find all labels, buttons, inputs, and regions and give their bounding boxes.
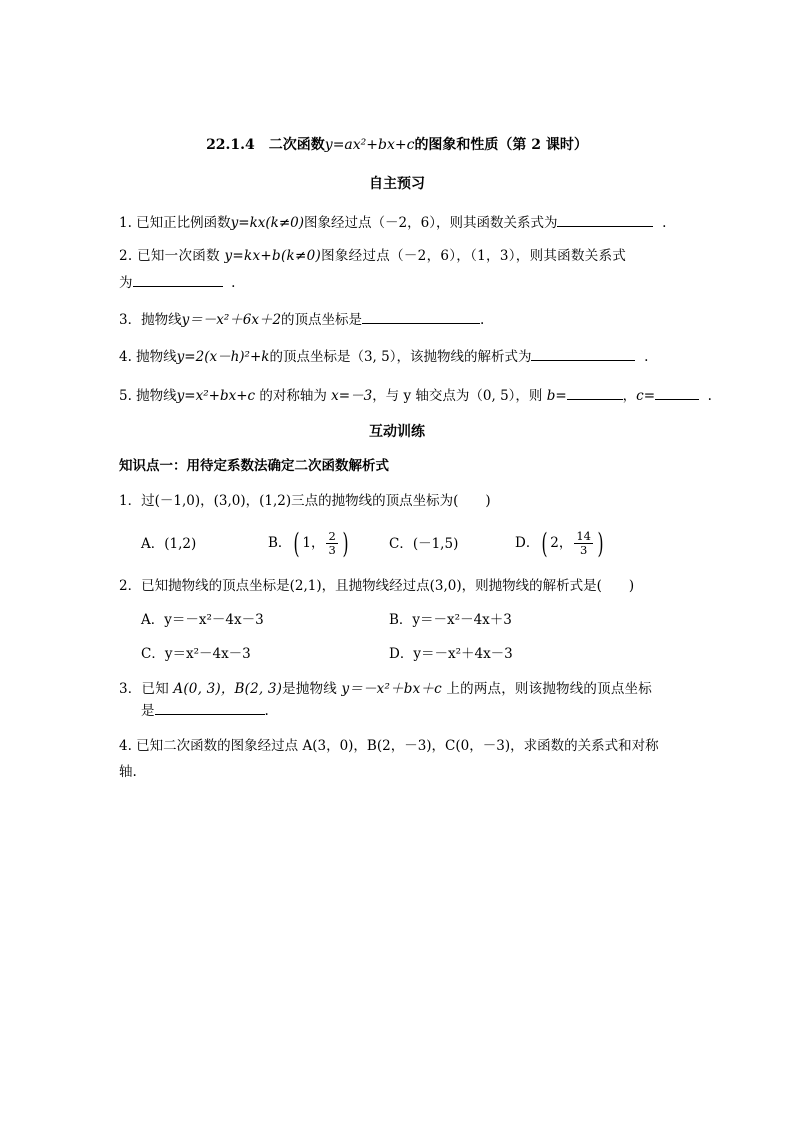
training-question-4: 4. 已知二次函数的图象经过点 A(3，0)，B(2，－3)，C(0，－3)，求函数的关系式和对称 (119, 738, 659, 754)
q3-period: . (480, 312, 485, 328)
q4-text-a: 4. 抛物线 (119, 349, 177, 365)
option-a[interactable]: A．y＝－x²－4x－3 (141, 612, 264, 628)
q4-formula: y=2(x－h)²+k (176, 349, 270, 365)
q3-text-c: 的顶点坐标是 (281, 312, 363, 328)
option-b-x: 1， (302, 535, 325, 551)
preview-question-3 (119, 309, 484, 329)
q1-formula: y=kx(k≠0) (230, 215, 305, 231)
t3-text-f: 是 (141, 703, 155, 719)
training-heading: 互动训练 (369, 424, 425, 440)
answer-blank-b[interactable] (567, 385, 623, 400)
q2-text-a: 2. 已知一次函数 (119, 248, 225, 264)
preview-question-2-cont (119, 272, 235, 292)
t3-period: . (264, 703, 269, 719)
t3-formula: y＝－x²＋bx＋c (341, 681, 442, 697)
training-question-3 (119, 680, 652, 698)
option-c[interactable]: C．(－1,5) (389, 536, 459, 552)
q5-text-a: 5. 抛物线 (119, 388, 177, 404)
option-c[interactable]: C．y＝x²－4x－3 (141, 646, 251, 662)
q5-period: . (707, 388, 712, 404)
t3-text-c: 是抛物线 (282, 681, 342, 697)
training-question-3-cont (141, 700, 269, 720)
training-question-2: 2．已知抛物线的顶点坐标是(2,1)，且抛物线经过点(3,0)，则抛物线的解析式是( ) (119, 578, 635, 594)
q5-comma: ， (622, 388, 637, 404)
t3-points: A(0, 3)，B(2, 3) (173, 681, 283, 697)
title-prefix: 22.1.4 二次函数 (206, 137, 325, 153)
q3-formula: y＝－x²＋6x＋2 (181, 312, 282, 328)
option-d[interactable] (515, 522, 606, 564)
option-d[interactable]: D．y＝－x²＋4x－3 (389, 646, 513, 662)
preview-question-4 (119, 346, 648, 366)
left-paren: ( (541, 526, 548, 560)
option-b-label: B． (268, 535, 292, 551)
preview-question-2 (119, 247, 626, 265)
fraction (326, 530, 337, 557)
answer-blank[interactable] (557, 212, 653, 227)
numerator: 14 (576, 529, 591, 543)
answer-blank[interactable] (133, 272, 223, 287)
fraction (574, 530, 593, 557)
t3-text-e: 上的两点，则该抛物线的顶点坐标 (441, 681, 652, 697)
option-d-x: 2， (550, 535, 573, 551)
q3-text-a: 3．抛物线 (119, 312, 182, 328)
q5-c-label: c= (636, 388, 656, 404)
q5-axis: x=－3 (331, 388, 373, 404)
page-title (0, 136, 794, 154)
answer-blank[interactable] (362, 309, 480, 324)
answer-blank[interactable] (531, 346, 635, 361)
q4-period: . (644, 349, 649, 365)
topic-heading: 知识点一：用待定系数法确定二次函数解析式 (119, 458, 389, 474)
option-b[interactable]: B．y＝－x²－4x＋3 (389, 612, 512, 628)
answer-blank-c[interactable] (655, 385, 699, 400)
training-question-1: 1．过(－1,0)，(3,0)，(1,2)三点的抛物线的顶点坐标为( ) (119, 493, 491, 509)
preview-question-5 (119, 385, 712, 405)
title-suffix: 的图象和性质（第 2 课时） (414, 137, 588, 153)
answer-blank[interactable] (155, 700, 265, 715)
q5-b-label: b= (546, 388, 567, 404)
q2-period: . (231, 275, 236, 291)
q1-text-a: 1. 已知正比例函数 (119, 215, 231, 231)
q1-period: . (662, 215, 667, 231)
denominator: 3 (328, 543, 336, 557)
numerator: 2 (328, 529, 336, 543)
left-paren: ( (293, 526, 300, 560)
q1-text-c: 图象经过点（－2，6），则其函数关系式为 (304, 215, 558, 231)
q5-formula: y=x²+bx+c (176, 388, 256, 404)
preview-question-1 (119, 212, 666, 232)
option-d-label: D． (515, 535, 540, 551)
q4-text-c: 的顶点坐标是（3, 5），该抛物线的解析式为 (269, 349, 532, 365)
q5-text-c: 的对称轴为 (255, 388, 332, 404)
denominator: 3 (580, 543, 588, 557)
preview-heading: 自主预习 (369, 176, 425, 192)
q2-formula: y=kx+b(k≠0) (224, 248, 322, 264)
q2-text-c: 图象经过点（－2，6），（1，3），则其函数关系式 (321, 248, 627, 264)
training-question-4-cont: 轴. (119, 764, 137, 780)
t3-text-a: 3．已知 (119, 681, 174, 697)
title-formula: y=ax²+bx+c (324, 137, 415, 153)
q2-text-d: 为 (119, 275, 133, 291)
q5-text-e: ，与 y 轴交点为（0, 5），则 (372, 388, 547, 404)
option-b[interactable] (268, 522, 351, 564)
right-paren: ) (597, 526, 604, 560)
option-a[interactable]: A．(1,2) (141, 536, 197, 552)
right-paren: ) (342, 526, 349, 560)
